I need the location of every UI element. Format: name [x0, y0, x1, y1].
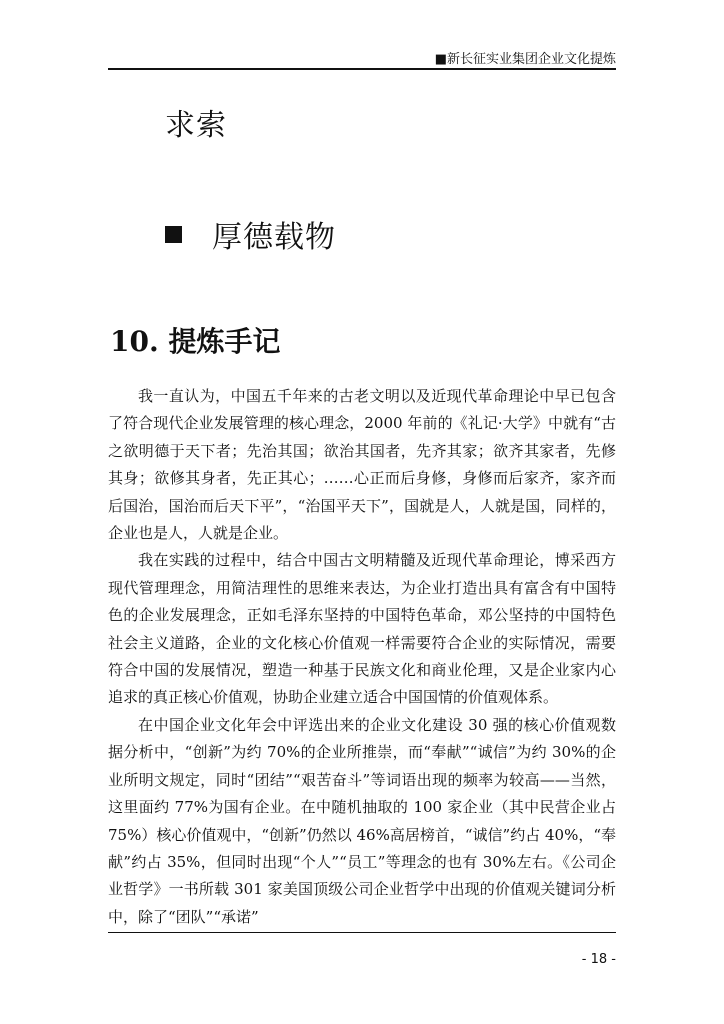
paragraph-3: 在中国企业文化年会中评选出来的企业文化建设 30 强的核心价值观数据分析中，“创新”为约 70%的企业所推崇，而“奉献”“诚信”为约 30%的企业所明文规定，同时“团结”“艰苦奋斗”等词语出现的频率为较高——当然，这里面约 77%为国有企业。在中随机抽取的 100 家企业（其中民营企业占 75%）核心价值观中，“创新”仍然以 46%高居榜首，“诚信”约占 40%，“奉献”约占 35%，但同时出现“个人”“员工”等理念的也有 30%左右。《公司企业哲学》一书所载 301 家美国顶级公司企业哲学中出现的价值观关键词分析中，除了“团队”“承诺” — [108, 715, 616, 926]
paragraph-2: 我在实践的过程中，结合中国古文明精髓及近现代革命理论，博采西方现代管理理念，用简洁理性的思维来表达，为企业打造出具有富含有中国特色的企业发展理念，正如毛泽东坚持的中国特色革命，邓公坚持的中国特色社会主义道路，企业的文化核心价值观一样需要符合企业的实际情况，需要符合中国的发展情况，塑造一种基于民族文化和商业伦理，又是企业家内心追求的真正核心价值观，协助企业建立适合中国国情的价值观体系。 — [108, 551, 616, 707]
paragraph-1: 我一直认为，中国五千年来的古老文明以及近现代革命理论中早已包含了符合现代企业发展管理的核心理念，2000 年前的《礼记·大学》中就有“古之欲明德于天下者；先治其国；欲治其国者，先齐其家；欲齐其家者，先修其身；欲修其身者，先正其心；……心正而后身修，身修而后家齐，家齐而后国治，国治而后天下平”，“治国平天下”，国就是人，人就是国，同样的，企业也是人，人就是企业。 — [108, 387, 616, 543]
header-rule — [108, 68, 616, 70]
heading-houde-text: 厚德载物 — [212, 220, 336, 255]
page-number: - 18 - — [581, 952, 616, 967]
running-header: ■新长征实业集团企业文化提炼 — [434, 52, 616, 67]
footer-rule — [108, 932, 616, 933]
section-title: 10. 提炼手记 — [110, 325, 281, 358]
body-text — [108, 383, 616, 931]
heading-houde — [165, 212, 336, 256]
square-bullet-icon — [165, 226, 182, 243]
heading-qiusuo: 求索 — [165, 108, 227, 143]
